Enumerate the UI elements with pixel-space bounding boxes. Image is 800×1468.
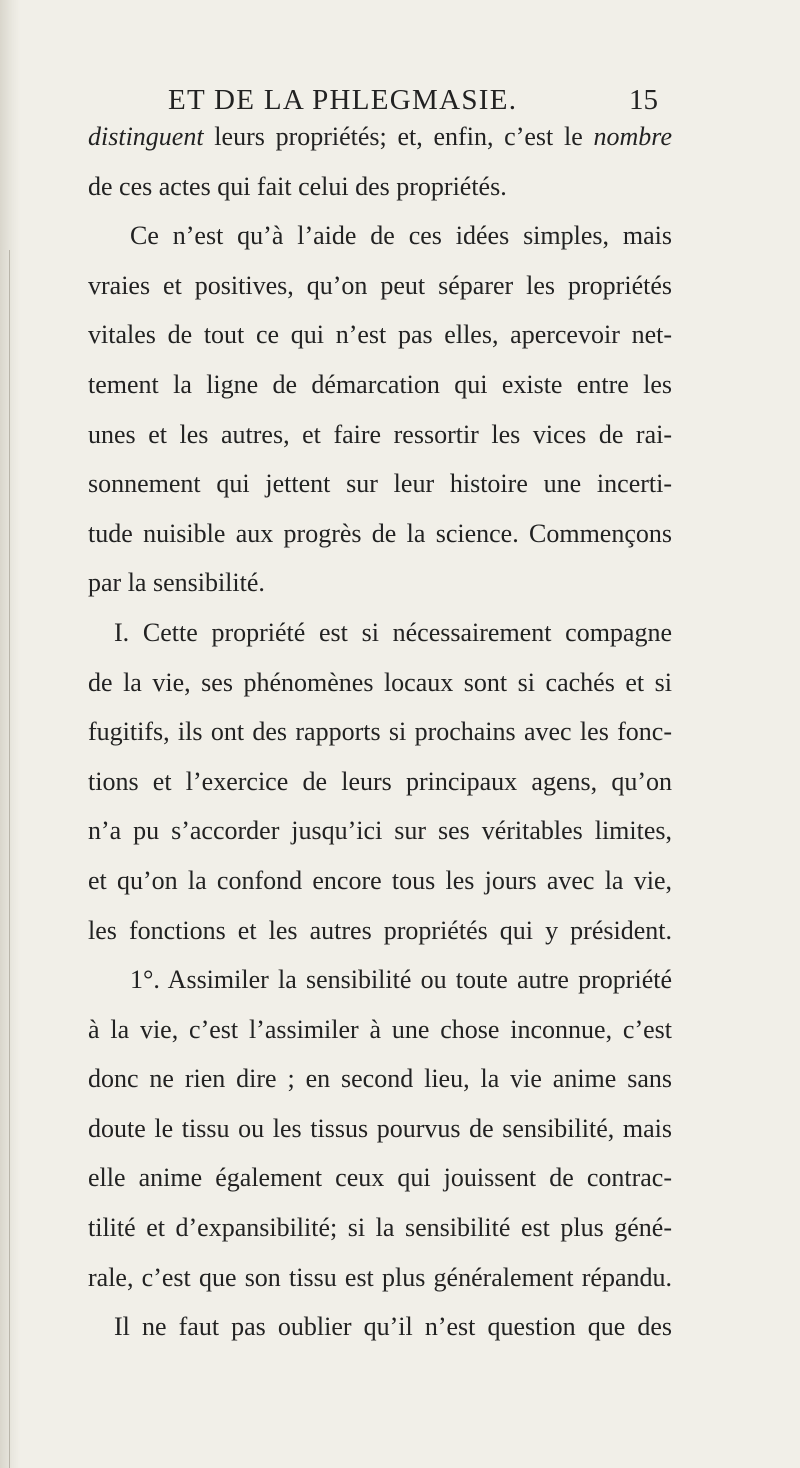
text-line-15: n’a pu s’accorder jusqu’ici sur ses véritables limites, xyxy=(88,816,672,846)
text-line-1 xyxy=(88,112,672,162)
text-line-14: tions et l’exercice de leurs principaux agens, qu’on xyxy=(88,766,672,796)
text-line-3: Ce n’est qu’à l’aide de ces idées simples, mais xyxy=(130,221,672,251)
text-line-16: et qu’on la confond encore tous les jours avec la vie, xyxy=(88,865,672,895)
text-line-4: vraies et positives, qu’on peut séparer les propriétés xyxy=(88,270,672,300)
binding-edge xyxy=(9,250,10,1468)
text-line-9: tude nuisible aux progrès de la science. Commençons xyxy=(88,518,672,548)
text-line-7: unes et les autres, et faire ressortir les vices de rai- xyxy=(88,419,672,449)
text-line-5: vitales de tout ce qui n’est pas elles, apercevoir net- xyxy=(88,320,672,350)
page-gutter-shadow xyxy=(0,0,20,1468)
text-line-25: Il ne faut pas oublier qu’il n’est question que des xyxy=(114,1312,672,1342)
text-line-10: par la sensibilité. xyxy=(88,568,265,598)
text-line-20: donc ne rien dire ; en second lieu, la vie anime sans xyxy=(88,1064,672,1094)
text-line-18: 1°. Assimiler la sensibilité ou toute autre propriété xyxy=(130,965,672,995)
text-line-21: doute le tissu ou les tissus pourvus de sensibilité, mais xyxy=(88,1113,672,1143)
text-line-24: rale, c’est que son tissu est plus généralement répandu. xyxy=(88,1262,672,1292)
text-line-17: les fonctions et les autres propriétés qui y président. xyxy=(88,915,672,945)
text-line-8: sonnement qui jettent sur leur histoire une incerti- xyxy=(88,469,672,499)
line-1-text: leurs propriétés; et, enfin, c’est le xyxy=(203,122,594,151)
text-line-23: tilité et d’expansibilité; si la sensibilité est plus géné- xyxy=(88,1213,672,1243)
text-line-19: à la vie, c’est l’assimiler à une chose inconnue, c’est xyxy=(88,1014,672,1044)
body-text xyxy=(88,112,672,1352)
running-title: ET DE LA PHLEGMASIE. xyxy=(168,84,518,116)
page-number: 15 xyxy=(629,84,658,116)
italic-word-nombre: nombre xyxy=(593,122,672,151)
text-line-12: de la vie, ses phénomènes locaux sont si cachés et si xyxy=(88,667,672,697)
text-line-22: elle anime également ceux qui jouissent de contrac- xyxy=(88,1163,672,1193)
text-line-13: fugitifs, ils ont des rapports si prochains avec les fonc- xyxy=(88,717,672,747)
text-line-11: I. Cette propriété est si nécessairement compagne xyxy=(114,617,672,647)
text-line-6: tement la ligne de démarcation qui existe entre les xyxy=(88,369,672,399)
italic-word-distinguent: distinguent xyxy=(88,122,204,151)
text-line-2: de ces actes qui fait celui des propriétés. xyxy=(88,171,507,201)
